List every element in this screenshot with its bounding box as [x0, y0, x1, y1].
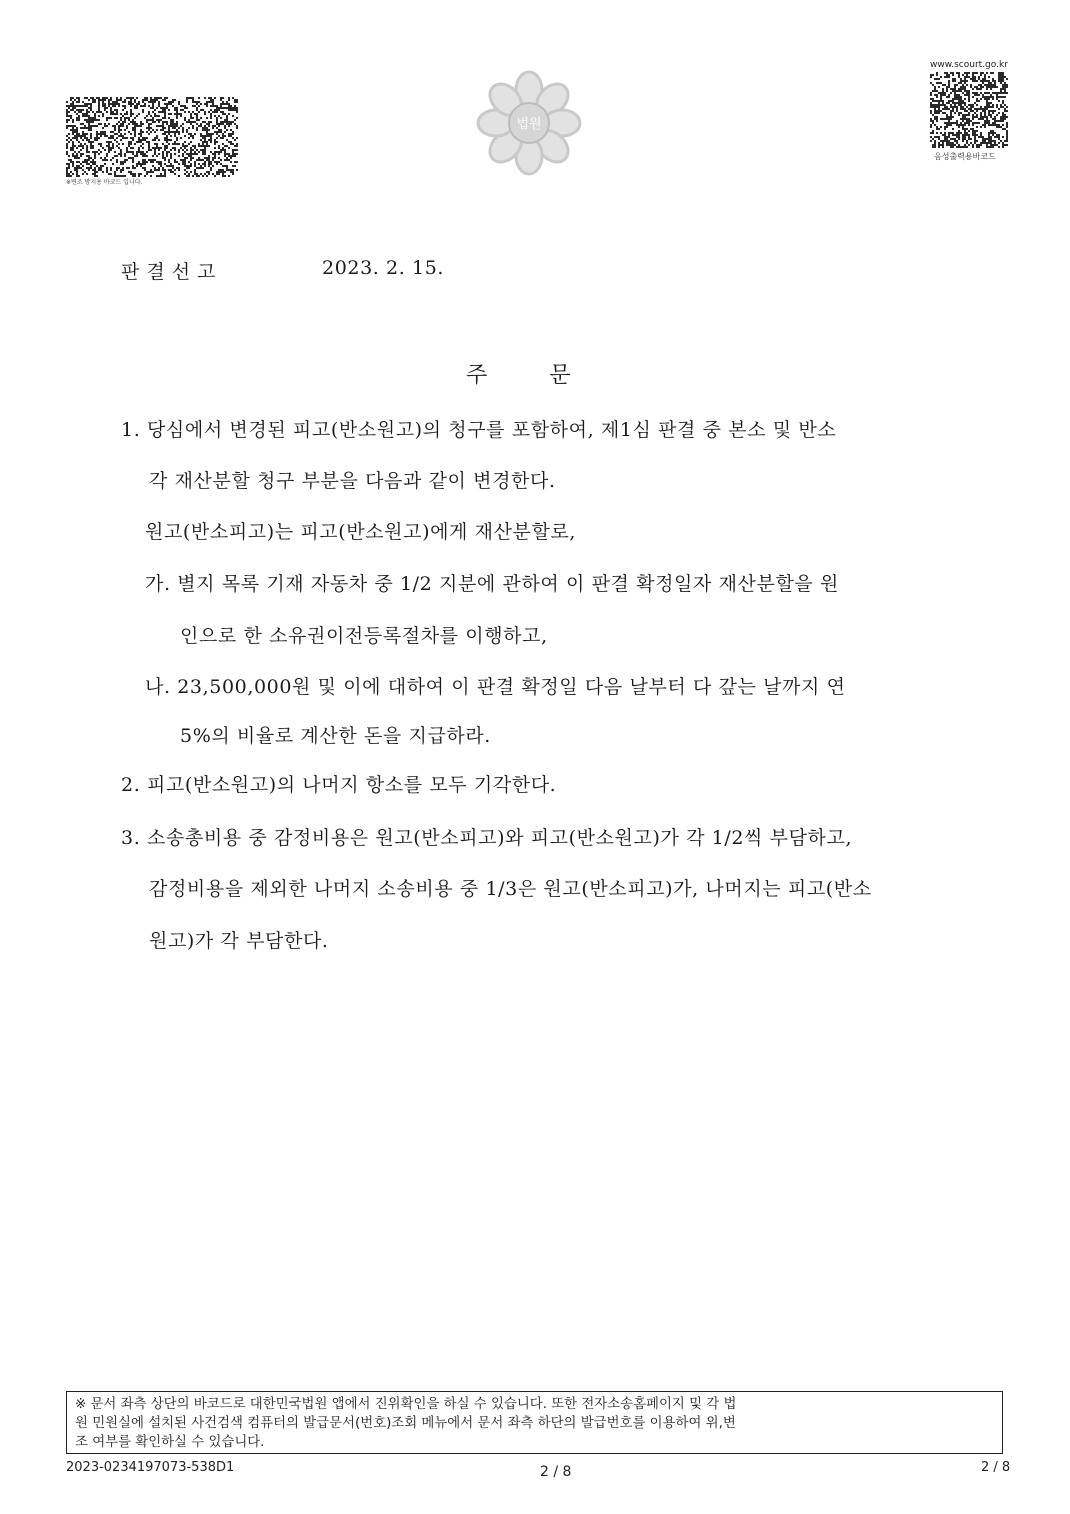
seal-text: 법원	[516, 117, 542, 132]
notice-line: 조 여부를 확인하실 수 있습니다.	[75, 1435, 265, 1450]
notice-line: 원 민원실에 설치된 사건검색 컴퓨터의 발급문서(번호)조회 메뉴에서 문서 좌측 하단의 발급번호를 이용하여 위,변	[75, 1416, 736, 1431]
page-number-center: 2 / 8	[540, 1464, 572, 1480]
page-number-right: 2 / 8	[981, 1460, 1011, 1475]
notice-line: ※ 문서 좌측 상단의 바코드로 대한민국법원 앱에서 진위확인을 하실 수 있습니다. 또한 전자소송홈페이지 및 각 법	[75, 1397, 737, 1412]
order-line: 감정비용을 제외한 나머지 소송비용 중 1/3은 원고(반소피고)가, 나머지는 피고(반소	[149, 878, 872, 900]
order-line: 가. 별지 목록 기재 자동차 중 1/2 지분에 관하여 이 판결 확정일자 재산분할을 원	[145, 573, 839, 595]
order-line: 인으로 한 소유권이전등록절차를 이행하고,	[180, 625, 548, 647]
court-site-url: www.scourt.go.kr	[930, 60, 1008, 70]
declaration-label: 판결선고	[121, 261, 223, 283]
order-line: 나. 23,500,000원 및 이에 대하여 이 판결 확정일 다음 날부터 다 갚는 날까지 연	[145, 676, 846, 698]
order-line: 1. 당심에서 변경된 피고(반소원고)의 청구를 포함하여, 제1심 판결 중 본소 및 반소	[121, 419, 837, 441]
anti-forgery-barcode	[66, 97, 238, 177]
order-line: 2. 피고(반소원고)의 나머지 항소를 모두 기각한다.	[121, 774, 557, 796]
declaration-date: 2023. 2. 15.	[322, 257, 445, 279]
audio-qr-code	[930, 72, 1008, 148]
verification-notice	[66, 1391, 1003, 1454]
section-title: 주문	[466, 363, 633, 388]
order-line: 원고(반소피고)는 피고(반소원고)에게 재산분할로,	[145, 521, 577, 543]
court-seal-icon	[474, 68, 584, 178]
qr-caption: 음성출력용바코드	[934, 152, 996, 161]
issue-number: 2023-0234197073-538D1	[66, 1460, 235, 1475]
order-line: 각 재산분할 청구 부분을 다음과 같이 변경한다.	[149, 470, 556, 492]
order-line: 5%의 비율로 계산한 돈을 지급하라.	[180, 725, 491, 747]
order-line: 원고)가 각 부담한다.	[149, 930, 329, 952]
order-line: 3. 소송총비용 중 감정비용은 원고(반소피고)와 피고(반소원고)가 각 1/2씩 부담하고,	[121, 827, 853, 849]
barcode-caption: ※변조 방지용 바코드 입니다.	[66, 179, 143, 186]
